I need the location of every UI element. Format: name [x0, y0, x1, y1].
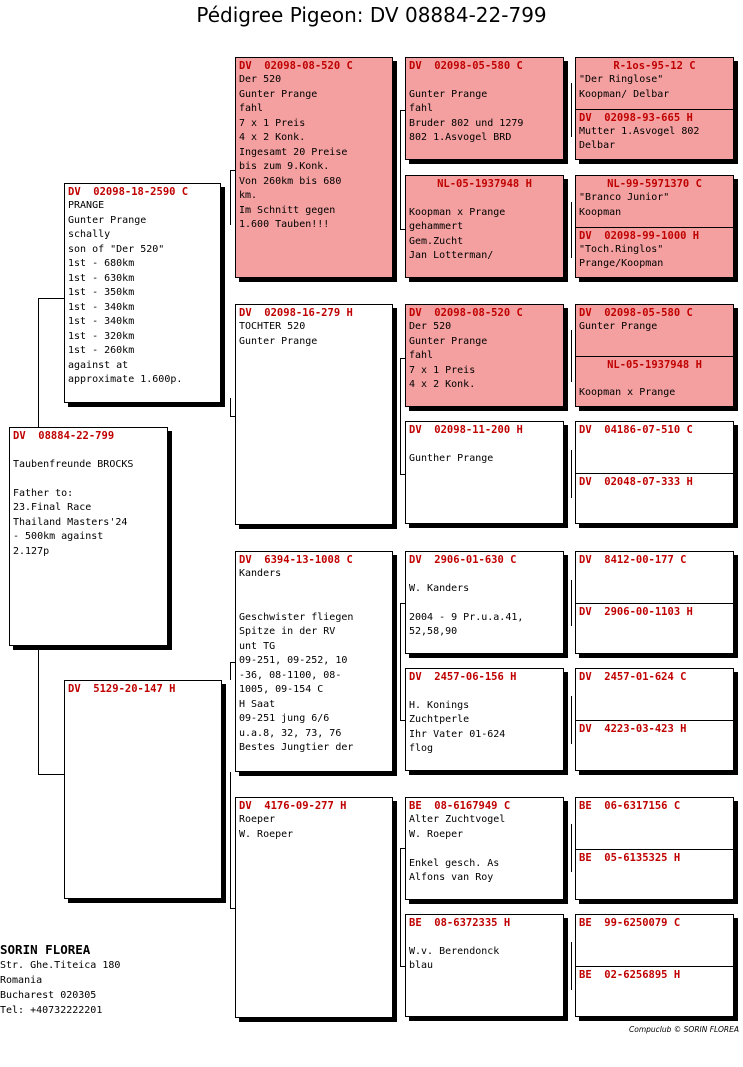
ring-number: DV 2906-00-1103 H — [579, 605, 693, 618]
gen5-card[interactable] — [576, 720, 733, 771]
owner-address-street: Str. Ghe.Titeica 180 — [0, 960, 121, 971]
gen5-card[interactable] — [576, 356, 733, 407]
owner-phone: Tel: +40732222201 — [0, 1005, 103, 1016]
pigeon-info: Roeper W. Roeper — [239, 814, 294, 840]
ring-number: BE 06-6317156 C — [579, 800, 681, 812]
pigeon-info: W. Kanders 2004 - 9 Pr.u.a.41, 52,58,90 — [409, 582, 524, 637]
gen5-card-pair — [575, 421, 734, 524]
gen3-card[interactable] — [235, 57, 393, 278]
ring-number: DV 02098-16-279 H — [239, 307, 353, 319]
page-title: Pédigree Pigeon: DV 08884-22-799 — [196, 3, 547, 27]
connector-line — [400, 358, 401, 474]
connector-line — [571, 824, 572, 872]
pigeon-info: TOCHTER 520 Gunter Prange — [239, 321, 318, 347]
ring-number: BE 05-6135325 H — [579, 851, 681, 864]
gen4-card[interactable] — [405, 421, 564, 524]
gen5-card-pair — [575, 175, 734, 278]
gen5-card[interactable] — [576, 473, 733, 524]
pigeon-info: Der 520 Gunter Prange fahl 7 x 1 Preis 4 x 2 Konk. Ingesamt 20 Preise bis zum 9.Konk. Von 260km bis 680 km. Im Schnitt gegen 1.600 Tauben!!! — [239, 74, 348, 230]
ring-number: BE 99-6250079 C — [579, 917, 681, 929]
gen4-card[interactable] — [405, 551, 564, 654]
connector-line — [571, 696, 572, 744]
gen5-card[interactable] — [576, 176, 733, 227]
gen5-card-pair — [575, 304, 734, 407]
pigeon-info: "Branco Junior" Koopman — [579, 192, 670, 218]
pigeon-info: Koopman x Prange — [579, 387, 676, 398]
ring-number: NL-05-1937948 H — [437, 178, 532, 190]
ring-number: DV 02098-05-580 C — [409, 60, 523, 72]
gen3-card[interactable] — [235, 797, 393, 1018]
ring-number: NL-99-5971370 C — [607, 178, 702, 190]
ring-number: DV 04186-07-510 C — [579, 424, 693, 436]
pigeon-info: W.v. Berendonck blau — [409, 945, 500, 971]
ring-number: NL-05-1937948 H — [607, 358, 702, 371]
ring-number: DV 02098-18-2590 C — [68, 186, 189, 198]
ring-number: DV 02098-08-520 C — [409, 307, 523, 319]
sire-card[interactable] — [64, 183, 221, 403]
gen3-card[interactable] — [235, 551, 393, 772]
gen5-card[interactable] — [576, 422, 733, 473]
pigeon-info: Mutter 1.Asvogel 802 Delbar — [579, 125, 700, 151]
ring-number: DV 4176-09-277 H — [239, 800, 347, 812]
ring-number: DV 02098-93-665 H — [579, 111, 693, 124]
gen5-card[interactable] — [576, 849, 733, 900]
subject-pigeon-card[interactable] — [9, 427, 168, 646]
gen5-card-pair — [575, 914, 734, 1017]
ring-number: DV 02098-99-1000 H — [579, 229, 700, 242]
pigeon-info: Kanders Geschwister fliegen Spitze in der RV unt TG 09-251, 09-252, 10 -36, 08-1100, 08- 1005, 09-154 C H Saat 09-251 jung 6/6 u.a.8, 32, 73, 76 Bestes Jungtier der — [239, 568, 354, 753]
gen4-card[interactable] — [405, 668, 564, 771]
dam-card[interactable] — [64, 680, 222, 899]
gen5-card[interactable] — [576, 305, 733, 356]
ring-number: DV 5129-20-147 H — [68, 683, 176, 695]
owner-name: SORIN FLOREA — [0, 942, 91, 957]
pigeon-info: Gunter Prange fahl Bruder 802 und 1279 802 1.Asvogel BRD — [409, 88, 524, 143]
connector-line — [400, 603, 401, 720]
gen5-card-pair — [575, 668, 734, 771]
ring-number: DV 8412-00-177 C — [579, 554, 687, 566]
ring-number: DV 2906-01-630 C — [409, 554, 517, 566]
pigeon-info: "Toch.Ringlos" Prange/Koopman — [579, 243, 664, 269]
gen4-card[interactable] — [405, 57, 564, 160]
connector-line — [38, 648, 39, 774]
connector-line — [571, 942, 572, 990]
ring-number: DV 08884-22-799 — [13, 430, 115, 442]
gen5-card-pair — [575, 57, 734, 160]
pigeon-info: Gunter Prange — [579, 321, 658, 332]
gen5-card[interactable] — [576, 798, 733, 849]
pigeon-info: Taubenfreunde BROCKS Father to: 23.Final Race Thailand Masters'24 - 500km against 2.127p — [13, 458, 134, 557]
ring-number: BE 02-6256895 H — [579, 968, 681, 981]
gen5-card[interactable] — [576, 669, 733, 720]
ring-number: DV 4223-03-423 H — [579, 722, 687, 735]
gen5-card-pair — [575, 797, 734, 900]
connector-line — [230, 398, 231, 416]
ring-number: DV 2457-01-624 C — [579, 671, 687, 683]
connector-line — [400, 110, 401, 230]
owner-address-country: Romania — [0, 975, 43, 986]
ring-number: DV 6394-13-1008 C — [239, 554, 353, 566]
pigeon-info: "Der Ringlose" Koopman/ Delbar — [579, 74, 670, 100]
gen5-card[interactable] — [576, 58, 733, 109]
connector-line — [38, 774, 64, 775]
copyright-footer: Compuclub © SORIN FLOREA — [629, 1025, 739, 1034]
ring-number: BE 08-6167949 C — [409, 800, 511, 812]
pigeon-info: Alter Zuchtvogel W. Roeper Enkel gesch. As Alfons van Roy — [409, 814, 506, 883]
pigeon-info: Der 520 Gunter Prange fahl 7 x 1 Preis 4 x 2 Konk. — [409, 321, 488, 390]
ring-number: DV 02098-05-580 C — [579, 307, 693, 319]
gen5-card[interactable] — [576, 552, 733, 603]
owner-address-city: Bucharest 020305 — [0, 990, 97, 1001]
gen4-card[interactable] — [405, 797, 564, 900]
gen4-card[interactable] — [405, 914, 564, 1017]
connector-line — [571, 450, 572, 498]
ring-number: DV 2457-06-156 H — [409, 671, 517, 683]
ring-number: DV 02048-07-333 H — [579, 475, 693, 488]
ring-number: BE 08-6372335 H — [409, 917, 511, 929]
connector-line — [230, 772, 231, 908]
connector-line — [38, 298, 64, 299]
connector-line — [230, 170, 231, 225]
gen5-card[interactable] — [576, 603, 733, 654]
gen5-card[interactable] — [576, 227, 733, 278]
connector-line — [571, 83, 572, 137]
ring-number: R-1os-95-12 C — [613, 60, 696, 72]
connector-line — [571, 202, 572, 258]
gen5-card-pair — [575, 551, 734, 654]
pigeon-info: H. Konings Zuchtperle Ihr Vater 01-624 flog — [409, 699, 506, 754]
gen4-card[interactable] — [405, 304, 564, 407]
pigeon-info: Gunther Prange — [409, 452, 494, 464]
connector-line — [571, 580, 572, 626]
connector-line — [571, 330, 572, 382]
ring-number: DV 02098-08-520 C — [239, 60, 353, 72]
pigeon-info: PRANGE Gunter Prange schally son of "Der 520" 1st - 680km 1st - 630km 1st - 350km 1st - 340km 1st - 340km 1st - 320km 1st - 260km against at approximate 1.600p. — [68, 200, 183, 385]
gen4-card[interactable] — [405, 175, 564, 278]
gen5-card[interactable] — [576, 966, 733, 1017]
connector-line — [400, 848, 401, 966]
pigeon-info: Koopman x Prange gehammert Gem.Zucht Jan Lotterman/ — [409, 206, 506, 261]
owner-contact — [0, 942, 200, 1018]
gen5-card[interactable] — [576, 109, 733, 160]
gen3-card[interactable] — [235, 304, 393, 525]
connector-line — [230, 662, 231, 680]
ring-number: DV 02098-11-200 H — [409, 424, 523, 436]
connector-line — [38, 298, 39, 427]
gen5-card[interactable] — [576, 915, 733, 966]
